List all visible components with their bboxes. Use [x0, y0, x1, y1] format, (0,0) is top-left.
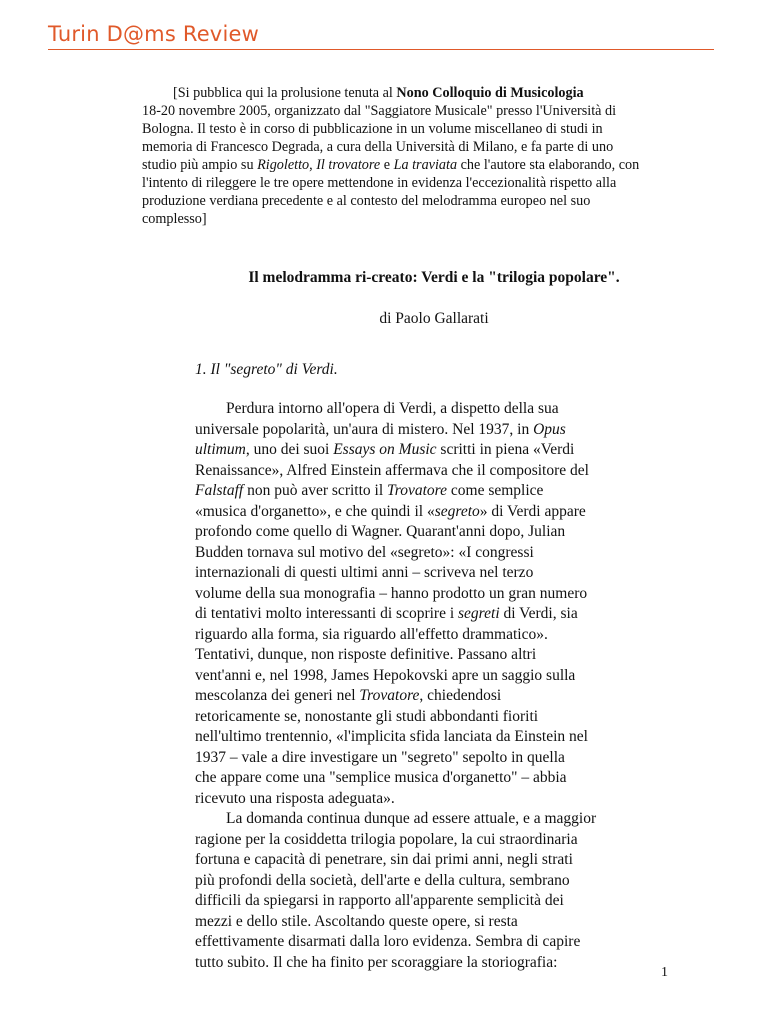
body-line: riguardo alla forma, sia riguardo all'effetto drammatico». [195, 625, 548, 643]
preface-line: memoria di Francesco Degrada, a cura della Università di Milano, e fa parte di uno [142, 139, 614, 155]
body-line: universale popolarità, un'aura di mistero. Nel 1937, in Opus [195, 420, 566, 438]
body-line: retoricamente se, nonostante gli studi abbondanti fioriti [195, 707, 539, 725]
body-line: Perdura intorno all'opera di Verdi, a dispetto della sua [226, 400, 559, 417]
body-line: tutto subito. Il che ha finito per scoraggiare la storiografia: [195, 953, 558, 971]
body-line: profondo come quello di Wagner. Quarant'anni dopo, Julian [195, 523, 566, 540]
body-line: «musica d'organetto», e che quindi il «segreto» di Verdi appare [195, 502, 586, 520]
body-line: di tentativi molto interessanti di scoprire i segreti di Verdi, sia [195, 605, 578, 622]
preface-conference-name: Nono Colloquio di Musicologia [396, 85, 584, 101]
preface-line: [Si pubblica qui la prolusione tenuta al Nono Colloquio di Musicologia [173, 85, 584, 101]
body-line: volume della sua monografia – hanno prodotto un gran numero [195, 584, 588, 602]
body-line: che appare come una "semplice musica d'organetto" – abbia [195, 769, 567, 786]
preface-line: studio più ampio su Rigoletto, Il trovatore e La traviata che l'autore sta elaborando, con [142, 157, 640, 173]
page-number: 1 [661, 965, 668, 980]
body-line: La domanda continua dunque ad essere attuale, e a maggior [226, 810, 597, 827]
body-line: fortuna e capacità di penetrare, sin dai primi anni, negli strati [195, 851, 573, 868]
body-line: ragione per la cosiddetta trilogia popolare, la cui straordinaria [195, 830, 578, 848]
body-line: Tentativi, dunque, non risposte definitive. Passano altri [195, 646, 537, 663]
body-line: più profondi della società, dell'arte e della cultura, sembrano [195, 871, 570, 889]
body-line: vent'anni e, nel 1998, James Hepokovski apre un saggio sulla [195, 666, 576, 684]
body-line: Budden tornava sul motivo del «segreto»: «I congressi [195, 543, 534, 561]
body-line: ricevuto una risposta adeguata». [195, 789, 395, 807]
section-heading: 1. Il "segreto" di Verdi. [195, 361, 338, 378]
preface-line: Bologna. Il testo è in corso di pubblicazione in un volume miscellaneo di studi in [142, 121, 603, 137]
preface-line: produzione verdiana precedente e al contesto del melodramma europeo nel suo [142, 193, 591, 209]
body-line: mezzi e dello stile. Ascoltando queste opere, si resta [195, 912, 518, 930]
body-line: ultimum, uno dei suoi Essays on Music scritti in piena «Verdi [195, 441, 575, 458]
header-divider [48, 49, 714, 50]
preface-line: 18-20 novembre 2005, organizzato dal "Saggiatore Musicale" presso l'Università di [142, 103, 617, 119]
preface-note [142, 84, 642, 228]
body-line: effettivamente disarmati dalla loro evidenza. Sembra di capire [195, 933, 581, 950]
journal-title: Turin D@ms Review [48, 22, 259, 46]
article-body [195, 399, 635, 973]
body-line: Falstaff non può aver scritto il Trovatore come semplice [195, 482, 544, 499]
preface-line: complesso] [142, 211, 207, 227]
article-author: di Paolo Gallarati [379, 310, 489, 327]
body-line: difficili da spiegarsi in rapporto all'apparente semplicità dei [195, 892, 564, 909]
body-line: 1937 – vale a dire investigare un "segreto" sepolto in quella [195, 748, 565, 766]
body-line: Renaissance», Alfred Einstein affermava che il compositore del [195, 461, 589, 479]
body-line: internazionali di questi ultimi anni – scriveva nel terzo [195, 564, 534, 581]
body-line: mescolanza dei generi nel Trovatore, chiedendosi [195, 687, 502, 704]
preface-line: l'intento di rileggere le tre opere mettendone in evidenza l'eccezionalità rispetto alla [142, 175, 617, 191]
article-title: Il melodramma ri-creato: Verdi e la "trilogia popolare". [248, 269, 620, 286]
body-line: nell'ultimo trentennio, «l'implicita sfida lanciata da Einstein nel [195, 728, 588, 745]
